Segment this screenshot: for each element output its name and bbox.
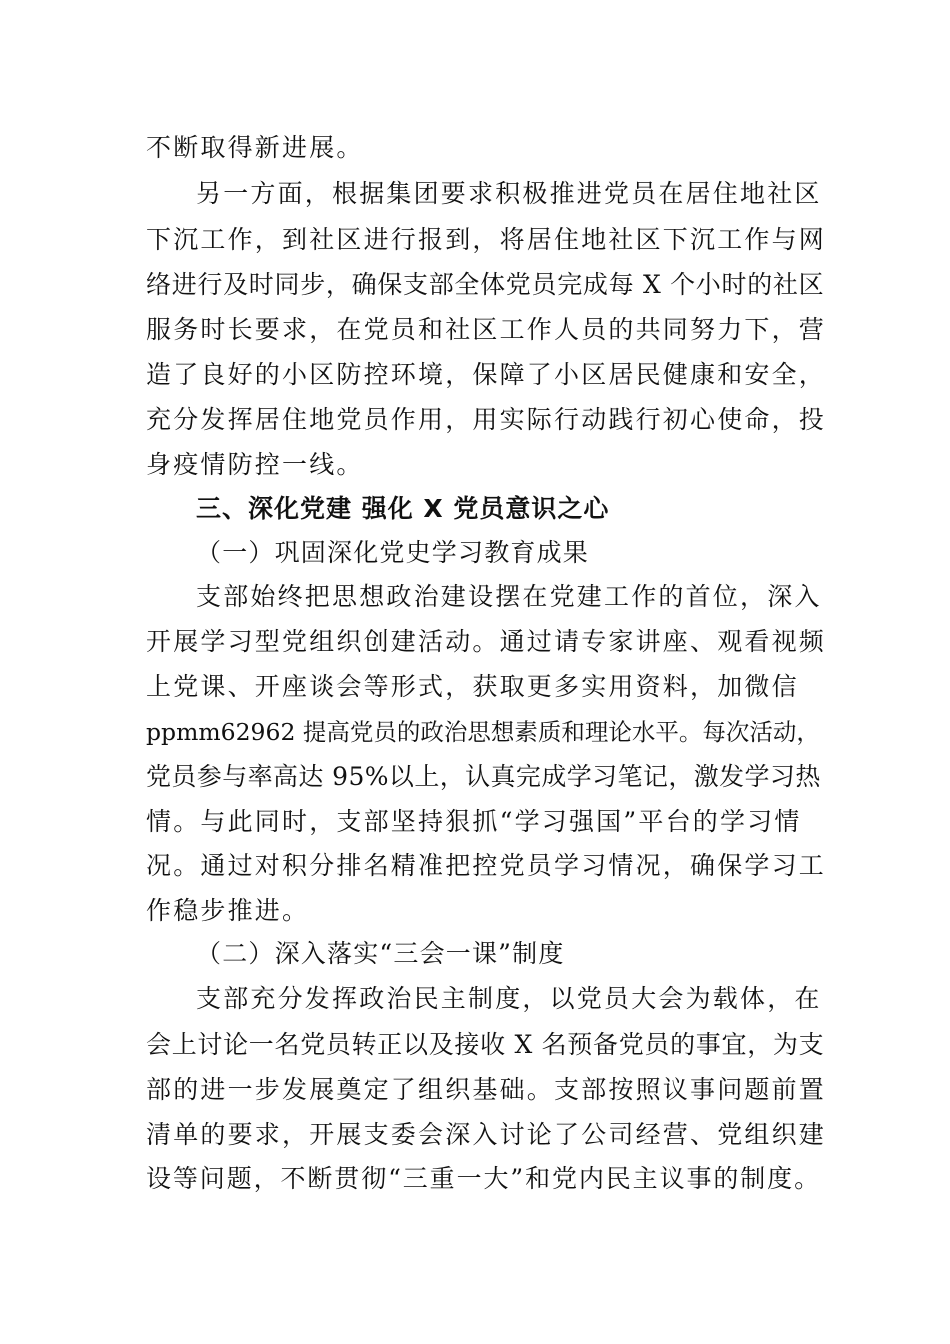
paragraph-line: 络进行及时同步，确保支部全体党员完成每 X 个小时的社区 xyxy=(146,270,825,299)
paragraph-line: 充分发挥居住地党员作用，用实际行动践行初心使命，投 xyxy=(146,405,827,434)
paragraph-line: 作稳步推进。 xyxy=(146,896,310,925)
paragraph-line: 身疫情防控一线。 xyxy=(146,450,364,479)
subsection-heading: （一）巩固深化党史学习教育成果 xyxy=(196,538,590,567)
paragraph-line: 上党课、开座谈会等形式，获取更多实用资料，加微信 xyxy=(146,672,799,701)
subsection-heading: （二）深入落实“三会一课”制度 xyxy=(196,939,565,968)
paragraph-line: 部的进一步发展奠定了组织基础。支部按照议事问题前置 xyxy=(146,1075,827,1104)
paragraph-line: 不断取得新进展。 xyxy=(146,133,364,162)
paragraph-line: 另一方面，根据集团要求积极推进党员在居住地社区 xyxy=(196,179,822,208)
paragraph-line: 况。通过对积分排名精准把控党员学习情况，确保学习工 xyxy=(146,851,827,880)
paragraph-line: 下沉工作，到社区进行报到，将居住地社区下沉工作与网 xyxy=(146,225,827,254)
paragraph-line: 造了良好的小区防控环境，保障了小区居民健康和安全， xyxy=(146,360,827,389)
paragraph-line: 支部始终把思想政治建设摆在党建工作的首位，深入 xyxy=(196,582,822,611)
paragraph-line: ppmm62962 提高党员的政治思想素质和理论水平。每次活动， xyxy=(146,718,820,746)
paragraph-line: 服务时长要求，在党员和社区工作人员的共同努力下，营 xyxy=(146,315,827,344)
paragraph-line: 情。与此同时，支部坚持狠抓“学习强国”平台的学习情 xyxy=(146,807,802,836)
paragraph-line: 支部充分发挥政治民主制度，以党员大会为载体，在 xyxy=(196,984,822,1013)
paragraph-line: 清单的要求，开展支委会深入讨论了公司经营、党组织建 xyxy=(146,1120,827,1149)
paragraph-line: 开展学习型党组织创建活动。通过请专家讲座、观看视频 xyxy=(146,627,827,656)
paragraph-line: 设等问题，不断贯彻“三重一大”和党内民主议事的制度。 xyxy=(146,1164,821,1193)
paragraph-line: 会上讨论一名党员转正以及接收 X 名预备党员的事宜，为支 xyxy=(146,1030,825,1059)
section-heading: 三、深化党建 强化 X 党员意识之心 xyxy=(196,494,610,523)
paragraph-line: 党员参与率高达 95%以上，认真完成学习笔记，激发学习热 xyxy=(146,762,821,791)
